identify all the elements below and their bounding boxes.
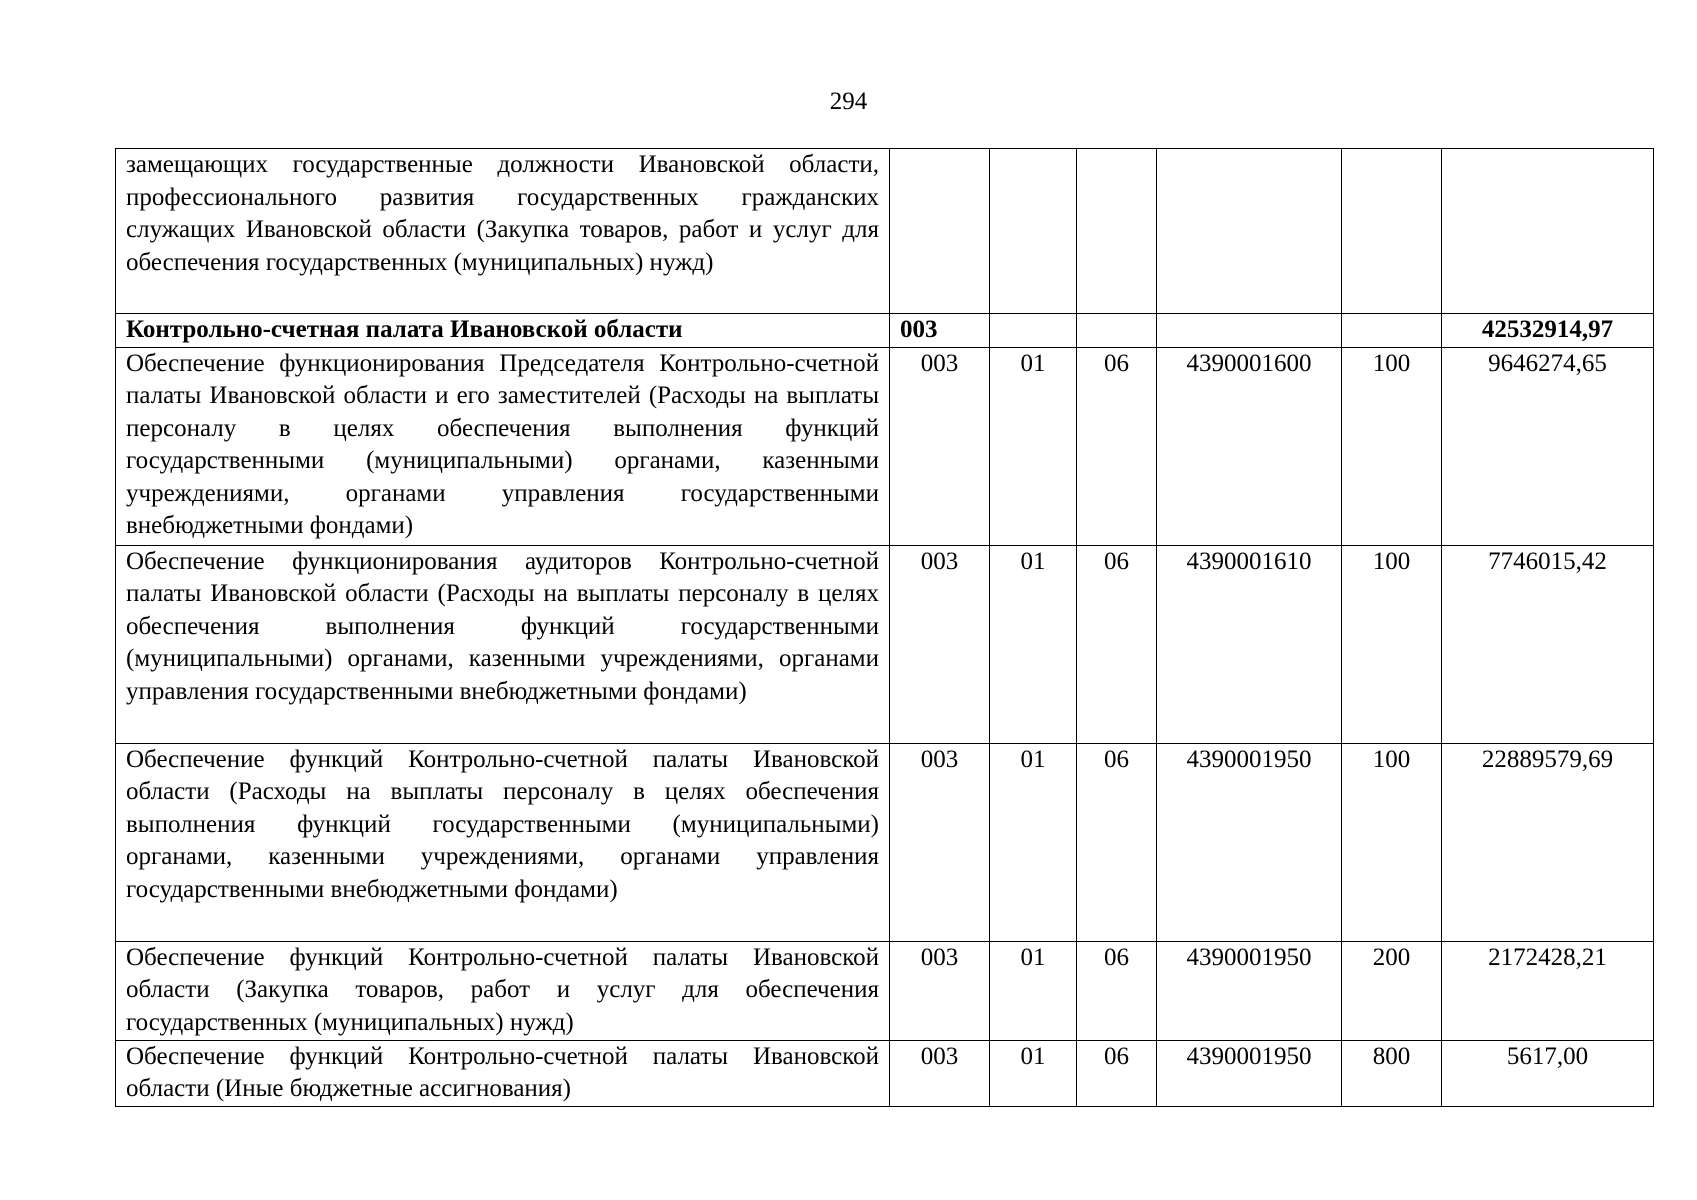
- amount: 2172428,21: [1442, 941, 1654, 1040]
- target-article-code: [1157, 314, 1342, 348]
- expense-type-code: 100: [1342, 545, 1442, 743]
- section-code: 01: [990, 743, 1077, 941]
- target-article-code: 4390001610: [1157, 545, 1342, 743]
- row-description: Обеспечение функционирования аудиторов Контрольно-счетной палаты Ивановской области (Расходы на выплаты персоналу в целях обеспечения выполнения функций государственными (муниципальными) органами, казенными учреждениями, органами управления государственными внебюджетными фондами): [116, 545, 890, 743]
- amount: 7746015,42: [1442, 545, 1654, 743]
- subsection-code: 06: [1077, 1040, 1157, 1106]
- table-row: [116, 1040, 1654, 1106]
- subsection-code: 06: [1077, 347, 1157, 545]
- expense-type-code: 100: [1342, 743, 1442, 941]
- amount: 22889579,69: [1442, 743, 1654, 941]
- target-article-code: 4390001950: [1157, 743, 1342, 941]
- expense-type-code: [1342, 149, 1442, 314]
- subsection-code: 06: [1077, 545, 1157, 743]
- page-number: 294: [829, 88, 868, 115]
- table-row: [116, 743, 1654, 941]
- section-code: [990, 149, 1077, 314]
- amount: 42532914,97: [1442, 314, 1654, 348]
- department-code: 003: [890, 314, 990, 348]
- subsection-code: 06: [1077, 941, 1157, 1040]
- department-code: 003: [890, 941, 990, 1040]
- expense-type-code: 100: [1342, 347, 1442, 545]
- amount: [1442, 149, 1654, 314]
- table-row: [116, 314, 1654, 348]
- amount: 9646274,65: [1442, 347, 1654, 545]
- section-code: 01: [990, 347, 1077, 545]
- row-description: Обеспечение функций Контрольно-счетной палаты Ивановской области (Расходы на выплаты персоналу в целях обеспечения выполнения функций государственными (муниципальными) органами, казенными учреждениями, органами управления государственными внебюджетными фондами): [116, 743, 890, 941]
- department-code: [890, 149, 990, 314]
- department-code: 003: [890, 743, 990, 941]
- row-description: Обеспечение функционирования Председателя Контрольно-счетной палаты Ивановской области и его заместителей (Расходы на выплаты персоналу в целях обеспечения выполнения функций государственными (муниципальными) органами, казенными учреждениями, органами управления государственными внебюджетными фондами): [116, 347, 890, 545]
- table-row: [116, 941, 1654, 1040]
- subsection-code: [1077, 314, 1157, 348]
- section-code: 01: [990, 1040, 1077, 1106]
- row-description: замещающих государственные должности Ивановской области, профессионального развития государственных гражданских служащих Ивановской области (Закупка товаров, работ и услуг для обеспечения государственных (муниципальных) нужд): [116, 149, 890, 314]
- row-description: Контрольно-счетная палата Ивановской области: [116, 314, 890, 348]
- row-description: Обеспечение функций Контрольно-счетной палаты Ивановской области (Закупка товаров, работ и услуг для обеспечения государственных (муниципальных) нужд): [116, 941, 890, 1040]
- section-code: 01: [990, 545, 1077, 743]
- subsection-code: [1077, 149, 1157, 314]
- target-article-code: 4390001600: [1157, 347, 1342, 545]
- budget-table: [115, 148, 1654, 1107]
- department-code: 003: [890, 1040, 990, 1106]
- table-row: [116, 149, 1654, 314]
- target-article-code: [1157, 149, 1342, 314]
- expense-type-code: 800: [1342, 1040, 1442, 1106]
- expense-type-code: 200: [1342, 941, 1442, 1040]
- amount: 5617,00: [1442, 1040, 1654, 1106]
- row-description: Обеспечение функций Контрольно-счетной палаты Ивановской области (Иные бюджетные ассигнования): [116, 1040, 890, 1106]
- subsection-code: 06: [1077, 743, 1157, 941]
- department-code: 003: [890, 347, 990, 545]
- department-code: 003: [890, 545, 990, 743]
- section-code: 01: [990, 941, 1077, 1040]
- target-article-code: 4390001950: [1157, 1040, 1342, 1106]
- table-row: [116, 347, 1654, 545]
- table-row: [116, 545, 1654, 743]
- target-article-code: 4390001950: [1157, 941, 1342, 1040]
- section-code: [990, 314, 1077, 348]
- expense-type-code: [1342, 314, 1442, 348]
